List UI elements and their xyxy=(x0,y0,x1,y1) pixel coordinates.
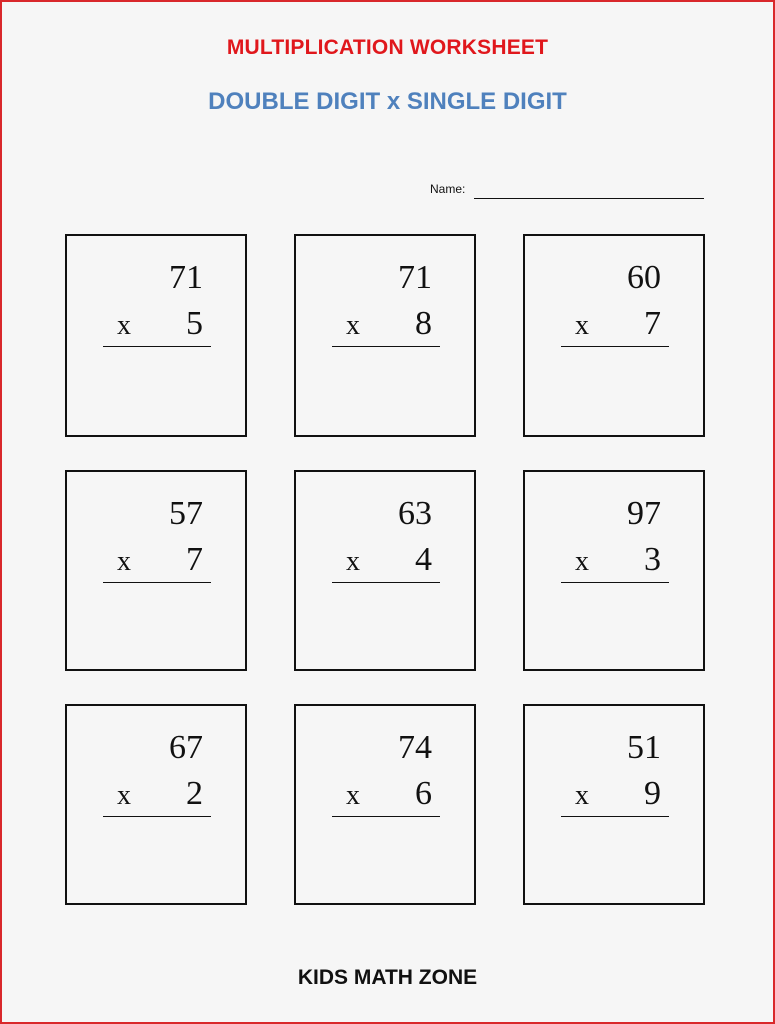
problem-card xyxy=(65,704,247,905)
problem-top-number: 63 xyxy=(398,495,432,532)
multiply-sign: x xyxy=(346,780,360,811)
multiply-sign: x xyxy=(117,546,131,577)
problem-card xyxy=(294,234,476,437)
problem-top-number: 71 xyxy=(169,259,203,296)
footer-brand: KIDS MATH ZONE xyxy=(297,966,478,989)
answer-line xyxy=(332,582,440,583)
problem-bottom-number: 2 xyxy=(186,775,203,812)
answer-line xyxy=(332,816,440,817)
answer-line xyxy=(103,582,211,583)
multiply-sign: x xyxy=(575,546,589,577)
problem-bottom-number: 7 xyxy=(644,305,661,342)
answer-line xyxy=(332,346,440,347)
name-label: Name: xyxy=(430,182,466,196)
problem-top-number: 97 xyxy=(627,495,661,532)
answer-line xyxy=(561,816,669,817)
answer-line xyxy=(103,346,211,347)
answer-line xyxy=(561,346,669,347)
worksheet-subtitle: DOUBLE DIGIT x SINGLE DIGIT xyxy=(208,88,567,115)
multiply-sign: x xyxy=(117,780,131,811)
problem-card xyxy=(523,234,705,437)
multiply-sign: x xyxy=(346,546,360,577)
problem-card xyxy=(294,470,476,671)
name-line xyxy=(474,198,704,199)
problem-bottom-number: 6 xyxy=(415,775,432,812)
problem-top-number: 51 xyxy=(627,729,661,766)
problem-bottom-number: 5 xyxy=(186,305,203,342)
answer-line xyxy=(561,582,669,583)
problem-bottom-number: 4 xyxy=(415,541,432,578)
problem-card xyxy=(65,234,247,437)
multiply-sign: x xyxy=(575,780,589,811)
multiply-sign: x xyxy=(575,310,589,341)
problem-bottom-number: 9 xyxy=(644,775,661,812)
problem-card xyxy=(523,704,705,905)
problem-bottom-number: 3 xyxy=(644,541,661,578)
problem-card xyxy=(523,470,705,671)
worksheet-title: MULTIPLICATION WORKSHEET xyxy=(226,36,549,59)
answer-line xyxy=(103,816,211,817)
problem-top-number: 67 xyxy=(169,729,203,766)
problem-top-number: 57 xyxy=(169,495,203,532)
problem-top-number: 71 xyxy=(398,259,432,296)
problem-card xyxy=(294,704,476,905)
problem-bottom-number: 8 xyxy=(415,305,432,342)
multiply-sign: x xyxy=(346,310,360,341)
problem-top-number: 60 xyxy=(627,259,661,296)
problem-grid xyxy=(65,234,705,905)
problem-top-number: 74 xyxy=(398,729,432,766)
multiply-sign: x xyxy=(117,310,131,341)
problem-bottom-number: 7 xyxy=(186,541,203,578)
problem-card xyxy=(65,470,247,671)
